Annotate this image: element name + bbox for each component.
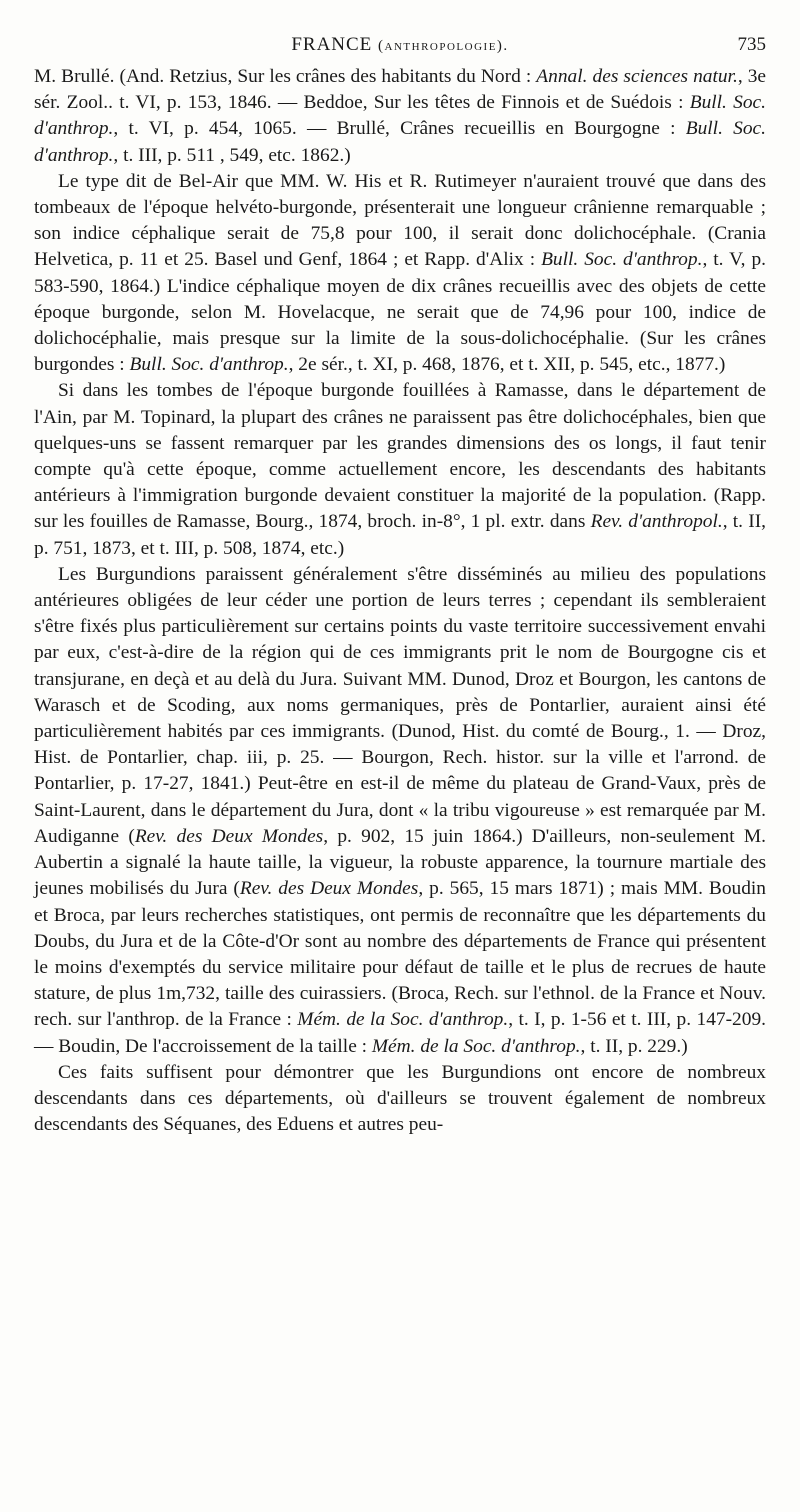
citation-title: Bull. Soc. d'anthrop. [34,118,766,166]
paragraph [34,378,766,561]
paragraph [34,169,766,379]
citation-title: Mém. de la Soc. d'anthrop. [371,1035,581,1057]
citation-title: Rev. d'anthropol. [590,511,723,533]
body-text [34,64,766,1138]
paragraph [34,1060,766,1139]
text-run: , t. II, p. 229.) [580,1035,688,1057]
citation-title: Bull. Soc. d'anthrop. [34,92,767,140]
running-title-sub: (anthropologie). [378,38,509,54]
text-run: , t. V, p. 583-590, 1864.) L'indice céphalique moyen de dix crânes recueillis avec des objets de cette époque burgonde, selon M. Hovelacque, ne serait que de 74,96 pour 100, indice de dolichocéphalie, mais presque sur la limite de la sous-dolichocéphalie. (Sur les crânes burgondes : [34,249,767,376]
text-run: M. Brullé. (And. Retzius, Sur les crânes des habitants du Nord : [34,66,537,87]
running-header [34,34,766,60]
page-number: 735 [737,34,766,55]
citation-title: Rev. des Deux Mondes [239,878,419,900]
text-run: Si dans les tombes de l'époque burgonde fouillées à Ramasse, dans le département de l'Ain, par M. Topinard, la plupart des crânes ne paraissent pas être dolichocéphales, bien que quelques-uns se fassent remarquer par les grandes dimensions des os longs, il faut tenir compte qu'à cette époque, comme actuellement encore, les descendants des habitants antérieurs à l'immigration burgonde devaient constituer la majorité de la population. (Rapp. sur les fouilles de Ramasse, Bourg., 1874, broch. in-8°, 1 pl. extr. dans [34,380,766,533]
text-run: , t. III, p. 511 , 549, etc. 1862.) [113,144,351,166]
paragraph [34,64,766,169]
citation-title: Rev. des Deux Mondes [134,825,324,847]
text-run: , t. II, p. 751, 1873, et t. III, p. 508, 1874, etc.) [34,511,766,559]
text-run: , t. I, p. 1-56 et t. III, p. 147-209. — Boudin, De l'accroissement de la taille : [34,1009,766,1057]
text-run: Les Burgundions paraissent généralement s'être disséminés au milieu des populations antérieures obligées de leur céder une portion de leurs terres ; cependant ils sembleraient s'être fixés plus particulièrement sur certains points du vaste territoire successivement envahi par eux, c'est-à-dire de la région qui de ces immigrants prit le nom de Bourgogne cis et transjurane, en deçà et au delà du Jura. Suivant MM. Dunod, Droz et Bourgon, les cantons de Warasch et de Scoding, aux noms germaniques, près de Pontarlier, auraient ainsi été particulièrement habités par ces immigrants. (Dunod, Hist. du comté de Bourg., 1. — Droz, Hist. de Pontarlier, chap. iii, p. 25. — Bourgon, Rech. histor. sur la ville et l'arrond. de Pontarlier, p. 17-27, 1841.) Peut-être en est-il de même du plateau de Grand-Vaux, près de Saint-Laurent, dans le département du Jura, dont « la tribu vigoureuse » est remarquée par M. Audiganne ( [34,563,766,847]
citation-title: Bull. Soc. d'anthrop. [129,354,289,376]
text-run: , 2e sér., t. XI, p. 468, 1876, et t. XII, p. 545, etc., 1877.) [288,354,726,376]
citation-title: Annal. des sciences natur. [536,66,738,87]
text-run: , 3e sér. Zool.. t. VI, p. 153, 1846. — Beddoe, Sur les têtes de Finnois et de Suédois : [34,66,767,114]
text-run: Ces faits suffisent pour démontrer que les Burgundions ont encore de nombreux descendants dans ces départements, où d'ailleurs se trouvent également de nombreux descendants des Séquanes, des Eduens et autres peu- [34,1061,766,1136]
citation-title: Bull. Soc. d'anthrop. [541,249,703,271]
paragraph [34,562,766,1060]
running-title-main: FRANCE [291,34,373,55]
text-run: Le type dit de Bel-Air que MM. W. His et R. Rutimeyer n'auraient trouvé que dans des tombeaux de l'époque helvéto-burgonde, présenterait une longueur crânienne remarquable ; son indice céphalique serait de 75,8 pour 100, il serait donc dolichocéphale. (Crania Helvetica, p. 11 et 25. Basel und Genf, 1864 ; et Rapp. d'Alix : [34,170,766,271]
running-title [34,34,766,56]
text-run: , t. VI, p. 454, 1065. — Brullé, Crânes recueillis en Bourgogne : [113,118,686,140]
text-run: , p. 902, 15 juin 1864.) D'ailleurs, non-seulement M. Aubertin a signalé la haute taille, la vigueur, la robuste apparence, la tournure martiale des jeunes mobilisés du Jura ( [34,825,766,900]
citation-title: Mém. de la Soc. d'anthrop. [297,1009,509,1031]
text-run: , p. 565, 15 mars 1871) ; mais MM. Boudin et Broca, par leurs recherches statistiques, ont permis de reconnaître que les départements du Doubs, du Jura et de la Côte-d'Or sont au nombre des départements de France qui présentent le moins d'exemptés du service militaire pour défaut de taille et le plus de recrues de haute stature, de plus 1m,732, taille des cuirassiers. (Broca, Rech. sur l'ethnol. de la France et Nouv. rech. sur l'anthrop. de la France : [34,878,766,1031]
